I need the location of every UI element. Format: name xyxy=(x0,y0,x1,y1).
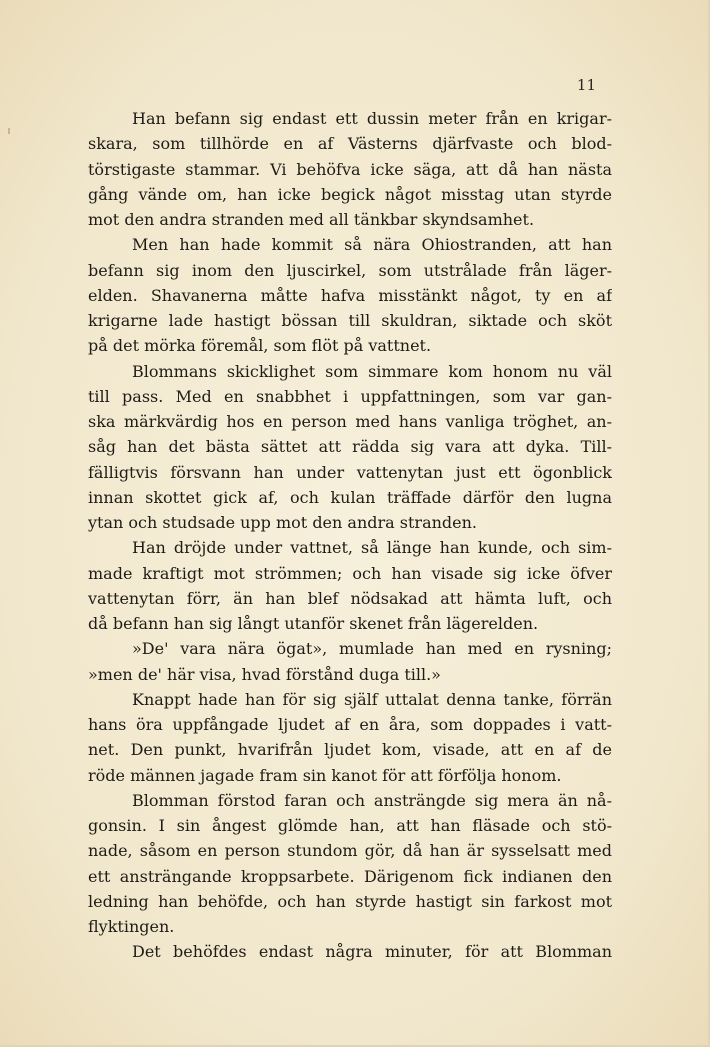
text-line: ytan och studsade upp mot den andra stranden. xyxy=(88,513,478,532)
text-line: flyktingen. xyxy=(88,917,175,936)
text-line: röde männen jagade fram sin kanot för att förfölja honom. xyxy=(88,765,562,785)
text-line: Det behöfdes endast några minuter, för att Blomman xyxy=(132,942,612,962)
page-number: 11 xyxy=(576,76,596,94)
text-line: då befann han sig långt utanför skenet från lägerelden. xyxy=(88,614,539,633)
text-line: på det mörka föremål, som flöt på vattnet. xyxy=(88,336,432,356)
text-line: ledning han behöfde, och han styrde hastigt sin farkost mot xyxy=(88,891,612,911)
text-line: made kraftigt mot strömmen; och han visade sig icke öfver xyxy=(88,563,612,583)
text-line: skara, som tillhörde en af Västerns djärfvaste och blod- xyxy=(88,134,612,154)
text-line: Han befann sig endast ett dussin meter från en krigar- xyxy=(132,109,612,128)
text-line: till pass. Med en snabbhet i uppfattningen, som var gan- xyxy=(88,386,612,406)
text-line: vattenytan förr, än han blef nödsakad att hämta luft, och xyxy=(88,588,612,608)
text-line: mot den andra stranden med all tänkbar skyndsamhet. xyxy=(88,210,535,229)
text-line: Men han hade kommit så nära Ohiostranden, att han xyxy=(132,235,612,255)
text-line: Blomman förstod faran och ansträngde sig mera än nå- xyxy=(132,790,612,810)
text-line: krigarne lade hastigt bössan till skuldran, siktade och sköt xyxy=(88,311,612,330)
margin-mark xyxy=(8,128,10,134)
text-line: törstigaste stammar. Vi behöfva icke säga, att då han nästa xyxy=(88,159,612,179)
text-line: innan skottet gick af, och kulan träffade därför den lugna xyxy=(88,487,612,507)
text-line: gonsin. I sin ångest glömde han, att han fläsade och stö- xyxy=(88,816,612,835)
text-line: »men de' här visa, hvad förstånd duga till.» xyxy=(88,664,441,684)
text-line: fälligtvis försvann han under vattenytan just ett ögonblick xyxy=(88,462,612,482)
text-line: Blommans skicklighet som simmare kom honom nu väl xyxy=(132,361,612,381)
text-line: net. Den punkt, hvarifrån ljudet kom, visade, att en af de xyxy=(88,740,612,760)
text-line: »De' vara nära ögat», mumlade han med en rysning; xyxy=(132,639,612,659)
text-line: gång vände om, han icke begick något misstag utan styrde xyxy=(88,184,612,204)
text-line: hans öra uppfångade ljudet af en åra, som doppades i vatt- xyxy=(88,715,612,734)
text-line: ska märkvärdig hos en person med hans vanliga tröghet, an- xyxy=(88,412,612,431)
text-line: Han dröjde under vattnet, så länge han kunde, och sim- xyxy=(132,538,612,558)
text-line: befann sig inom den ljuscirkel, som utstrålade från läger- xyxy=(88,260,612,280)
text-line: elden. Shavanerna måtte hafva misstänkt något, ty en af xyxy=(88,285,612,305)
text-line: såg han det bästa sättet att rädda sig vara att dyka. Till- xyxy=(88,437,612,457)
text-line: Knappt hade han för sig själf uttalat denna tanke, förrän xyxy=(132,689,612,709)
text-line: nade, såsom en person stundom gör, då han är sysselsatt med xyxy=(88,841,612,861)
body-text xyxy=(88,106,612,965)
text-line: ett ansträngande kroppsarbete. Därigenom fick indianen den xyxy=(88,866,612,886)
